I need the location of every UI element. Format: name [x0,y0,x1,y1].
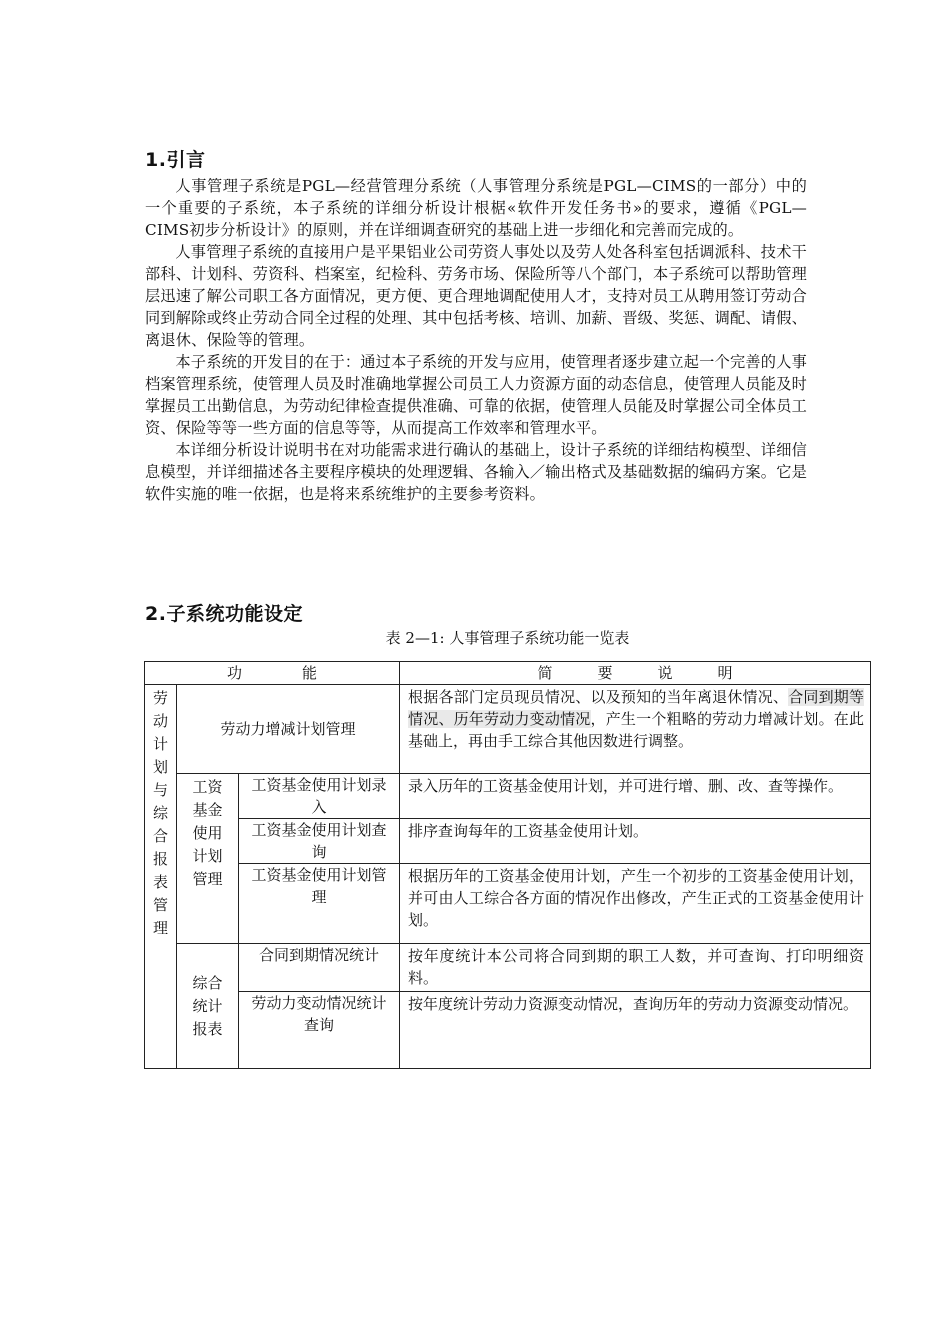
function-labor-plan: 劳动力增减计划管理 [177,685,400,774]
table-row [145,819,871,864]
table-row [145,864,871,944]
function-wage-entry: 工资基金使用计划录入 [239,774,400,819]
group-labor-plan-report [145,685,177,1069]
group-labor-plan-report-label: 劳 动 计 划 与 综 合 报 表 管 理 [152,689,168,937]
table-row [145,685,871,774]
table-row [145,992,871,1069]
table-row [145,944,871,992]
intro-paragraph-4: 本详细分析设计说明书在对功能需求进行确认的基础上，设计子系统的详细结构模型、详细信息模型，并详细描述各主要程序模块的处理逻辑、各输入／输出格式及基础数据的编码方案。它是软件实施的唯一依据，也是将来系统维护的主要参考资料。 [145,441,807,503]
section-1-heading: 1.引言 [145,149,206,171]
function-table [144,661,871,1069]
section-1-body [145,175,807,505]
desc-wage-manage: 根据历年的工资基金使用计划，产生一个初步的工资基金使用计划，并可由人工综合各方面的情况作出修改，产生正式的工资基金使用计划。 [400,864,871,944]
desc-labor-plan-part-1: 根据各部门定员现员情况、以及预知的当年离退休情况、 [408,688,789,706]
table-header-row [145,662,871,685]
function-wage-manage: 工资基金使用计划管理 [239,864,400,944]
header-function: 功 能 [145,662,400,685]
desc-contract-stat: 按年度统计本公司将合同到期的职工人数，并可查询、打印明细资料。 [400,944,871,992]
intro-paragraph-3: 本子系统的开发目的在于：通过本子系统的开发与应用，使管理者逐步建立起一个完善的人事档案管理系统，使管理人员及时准确地掌握公司员工人力资源方面的动态信息，使管理人员能及时掌握员工出勤信息，为劳动纪律检查提供准确、可靠的依据，使管理人员能及时掌握公司全体员工资、保险等等一些方面的信息等等，从而提高工作效率和管理水平。 [145,353,807,437]
group-wage-fund-label: 工资 基金 使用 计划 管理 [192,778,223,888]
intro-paragraph-2: 人事管理子系统的直接用户是平果铝业公司劳资人事处以及劳人处各科室包括调派科、技术干部科、计划科、劳资科、档案室，纪检科、劳务市场、保险所等八个部门，本子系统可以帮助管理层迅速了解公司职工各方面情况，更方便、更合理地调配使用人才，支持对员工从聘用签订劳动合同到解除或终止劳动合同全过程的处理、其中包括考核、培训、加薪、晋级、奖惩、调配、请假、离退休、保险等的管理。 [145,243,807,349]
intro-paragraph-1: 人事管理子系统是PGL—经营管理分系统（人事管理分系统是PGL—CIMS的一部分）中的一个重要的子系统，本子系统的详细分析设计根椐«软件开发任务书»的要求，遵循《PGL—CIMS初步分析设计》的原则，并在详细调查研究的基础上进一步细化和完善而完成的。 [145,177,807,239]
function-labor-change-stat: 劳动力变动情况统计查询 [239,992,400,1069]
function-wage-query: 工资基金使用计划查询 [239,819,400,864]
group-report-label: 综合 统计 报表 [192,973,223,1038]
desc-labor-plan-highlight: 合同到期等情况、历年劳动力变动情况 [408,688,865,728]
table-row [145,774,871,819]
desc-wage-entry: 录入历年的工资基金使用计划，并可进行增、删、改、查等操作。 [400,774,871,819]
header-description: 简 要 说 明 [400,662,871,685]
section-2-heading: 2.子系统功能设定 [145,603,303,625]
table-caption: 表 2—1: 人事管理子系统功能一览表 [385,629,630,647]
function-contract-stat: 合同到期情况统计 [239,944,400,992]
desc-labor-plan-part-2: ，产生一个粗略的劳动力增减计划。在此基础上，再由手工综合其他因数进行调整。 [408,710,865,750]
desc-labor-change-stat: 按年度统计劳动力资源变动情况，查询历年的劳动力资源变动情况。 [400,992,871,1069]
desc-labor-plan [400,685,871,774]
group-wage-fund [177,774,239,944]
group-report [177,944,239,1069]
desc-wage-query: 排序查询每年的工资基金使用计划。 [400,819,871,864]
